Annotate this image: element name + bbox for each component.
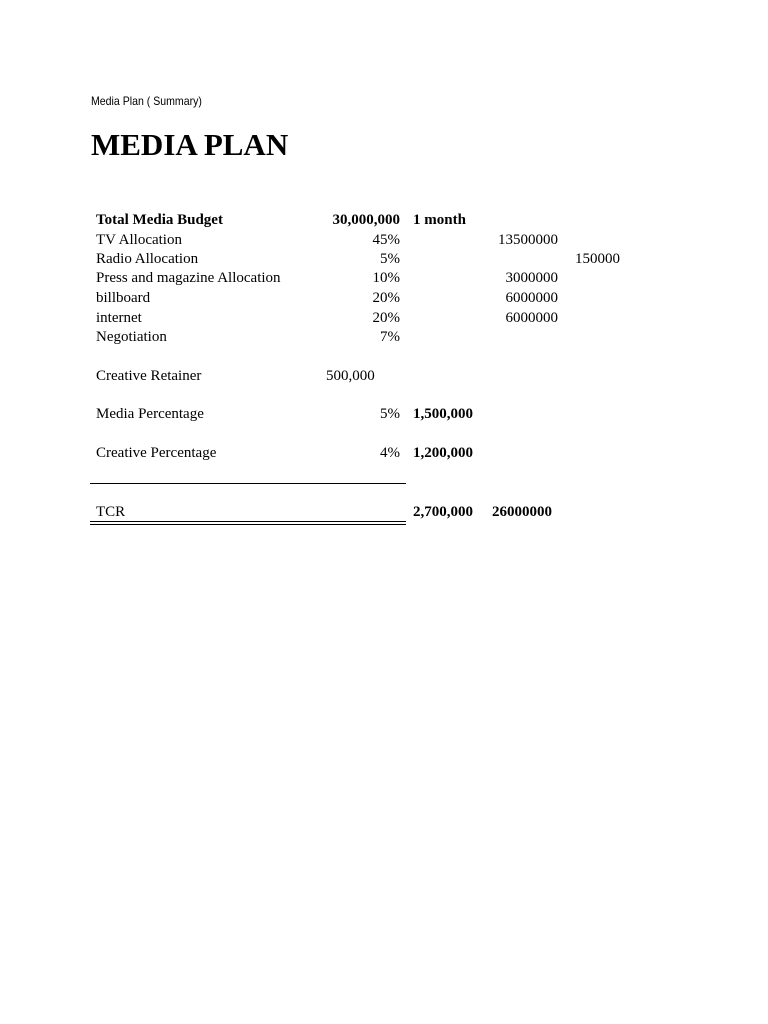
page-title: MEDIA PLAN bbox=[91, 127, 289, 162]
budget-amount: 30,000,000 bbox=[332, 212, 400, 228]
allocation-value: 6000000 bbox=[505, 290, 558, 306]
allocation-label: Negotiation bbox=[96, 329, 167, 345]
budget-period: 1 month bbox=[413, 212, 466, 228]
allocation-percent: 20% bbox=[372, 310, 400, 326]
allocation-label: Press and magazine Allocation bbox=[96, 270, 281, 286]
allocation-value: 13500000 bbox=[498, 232, 558, 248]
media-percentage-label: Media Percentage bbox=[96, 406, 204, 422]
allocation-value: 6000000 bbox=[505, 310, 558, 326]
creative-percentage-label: Creative Percentage bbox=[96, 445, 217, 461]
allocation-label: internet bbox=[96, 310, 142, 326]
allocation-label: billboard bbox=[96, 290, 151, 306]
creative-percentage-percent: 4% bbox=[380, 445, 400, 461]
budget-label: Total Media Budget bbox=[96, 212, 223, 228]
allocation-percent: 10% bbox=[372, 270, 400, 286]
tcr-total: 26000000 bbox=[492, 504, 552, 520]
page-header: Media Plan ( Summary) bbox=[91, 94, 202, 108]
media-percentage-percent: 5% bbox=[380, 406, 400, 422]
creative-percentage-amount: 1,200,000 bbox=[413, 445, 473, 461]
allocation-label: Radio Allocation bbox=[96, 251, 199, 267]
creative-retainer-amount: 500,000 bbox=[326, 368, 375, 384]
allocation-percent: 20% bbox=[372, 290, 400, 306]
allocation-label: TV Allocation bbox=[96, 232, 182, 248]
allocation-percent: 5% bbox=[380, 251, 400, 267]
divider-rule bbox=[90, 483, 406, 484]
allocation-value: 3000000 bbox=[505, 270, 558, 286]
tcr-amount: 2,700,000 bbox=[413, 504, 473, 520]
allocation-value: 150000 bbox=[575, 251, 620, 267]
allocation-percent: 7% bbox=[380, 329, 400, 345]
double-underline-rule bbox=[90, 521, 406, 525]
media-percentage-amount: 1,500,000 bbox=[413, 406, 473, 422]
creative-retainer-label: Creative Retainer bbox=[96, 368, 202, 384]
allocation-percent: 45% bbox=[372, 232, 400, 248]
tcr-label: TCR bbox=[96, 504, 126, 520]
